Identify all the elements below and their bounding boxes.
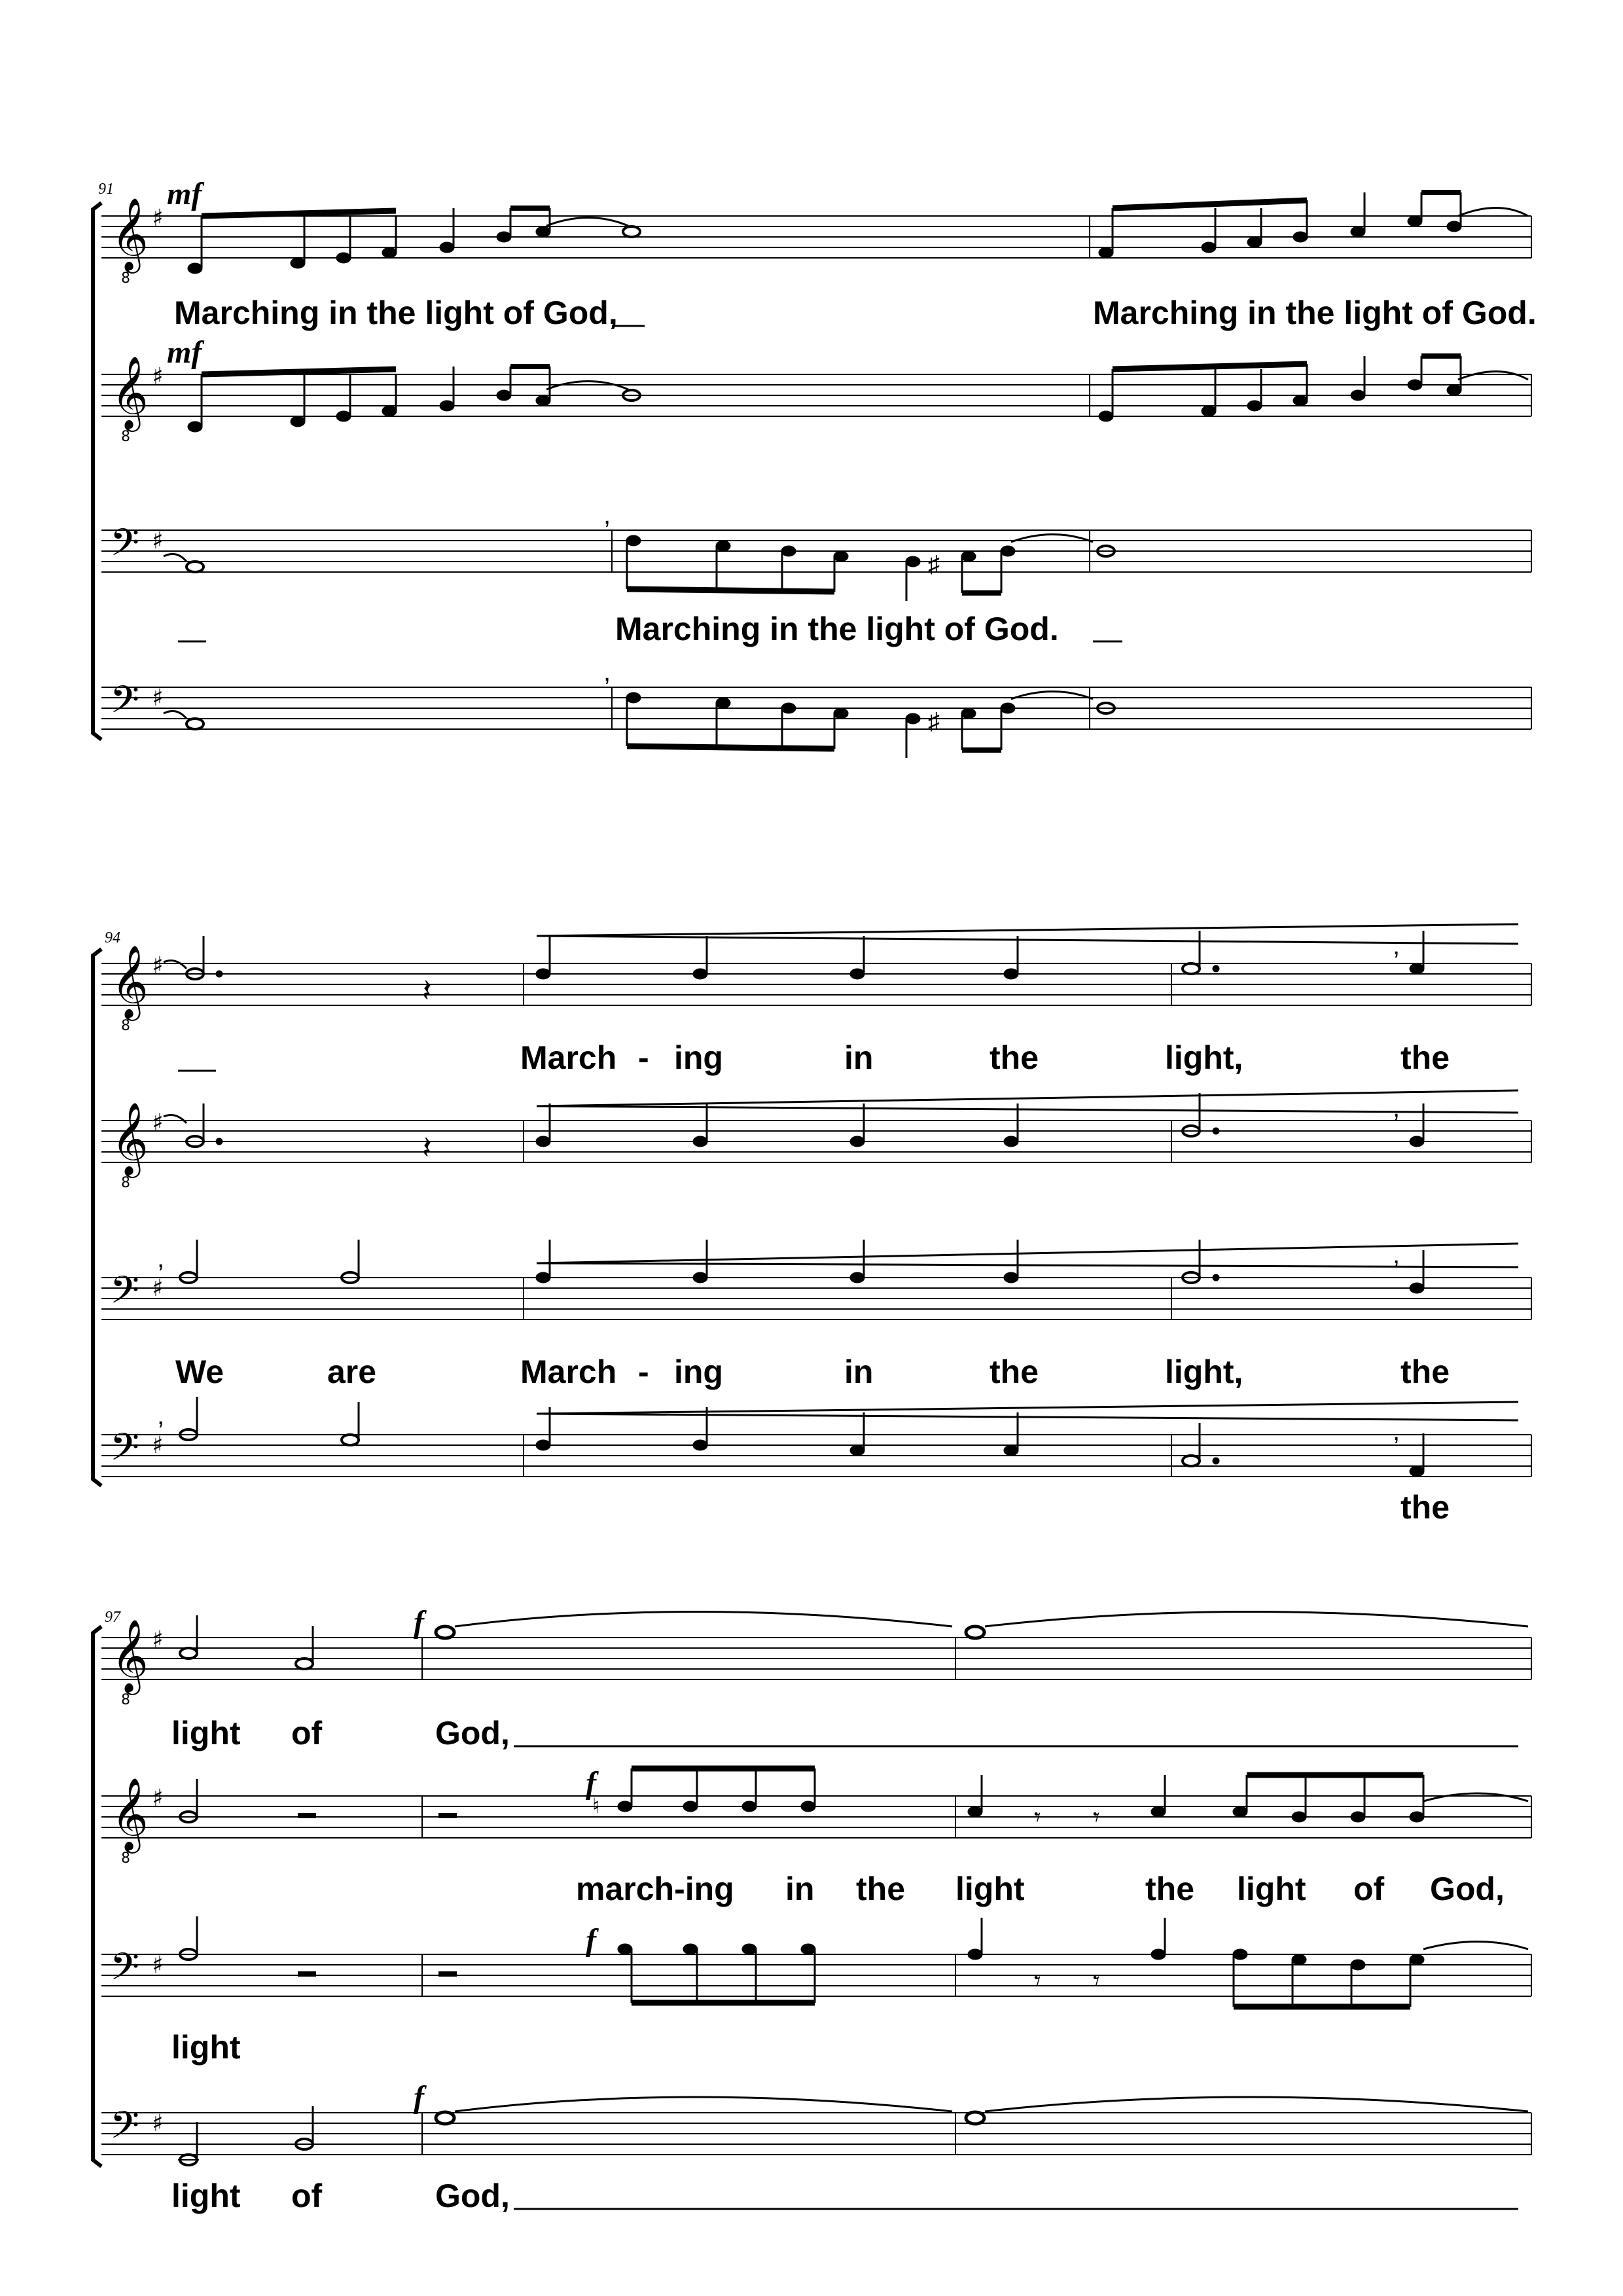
staff-3-lines [101, 1278, 1531, 1319]
octave-8-marker: 8 [121, 1692, 130, 1708]
treble-clef-icon: 𝄞 [111, 1102, 149, 1175]
bass-clef-icon: 𝄢 [110, 677, 140, 731]
lyric-syllable: in [844, 1354, 874, 1390]
lyric-syllable: of [291, 2178, 323, 2214]
lyric-syllable: light [1237, 1871, 1306, 1907]
staff-2-notes [164, 1093, 1423, 1166]
dynamic-marking: mf [167, 177, 202, 211]
bass-clef-icon: 𝄢 [110, 520, 140, 574]
svg-text:,: , [1393, 1240, 1400, 1269]
lyric-syllable: March [520, 1354, 617, 1390]
lyric-syllable: light [171, 2178, 241, 2214]
dynamic-marking: mf [167, 335, 202, 370]
dynamic-marking: f [586, 1923, 596, 1958]
system-bracket [93, 203, 101, 740]
lyric-syllable: God, [435, 2178, 510, 2214]
lyric-syllable: are [327, 1354, 377, 1390]
svg-text:𝄾: 𝄾 [1034, 1967, 1041, 1996]
sharp-icon: ♯ [152, 363, 164, 390]
lyric-syllable: the [856, 1871, 905, 1907]
lyric-line: Marching in the light of God. [615, 611, 1059, 647]
dynamic-marking: f [414, 2080, 424, 2115]
staff-1-lines [101, 216, 1531, 258]
treble-clef-icon: 𝄞 [111, 355, 149, 429]
sharp-icon: ♯ [152, 1432, 164, 1459]
lyric-syllable: ing [674, 1354, 723, 1390]
staff-2-notes [180, 1768, 1528, 1832]
svg-text:𝄾: 𝄾 [1034, 1803, 1041, 1832]
treble-clef-icon: 𝄞 [111, 1777, 149, 1850]
staff-2-lines [101, 1121, 1531, 1162]
lyric-syllable: ing [674, 1039, 723, 1076]
svg-text:,: , [603, 501, 611, 529]
staff-1-lines [101, 963, 1531, 1005]
lyric-syllable: march-ing [576, 1871, 734, 1907]
treble-clef-icon: 𝄞 [111, 1619, 149, 1692]
staff-4-lines [101, 2113, 1531, 2155]
staff-4-notes [157, 1397, 1423, 1476]
bass-clef-icon: 𝄢 [110, 1268, 140, 1321]
measure-number: 94 [105, 929, 120, 946]
svg-text:,: , [603, 658, 611, 687]
lyric-syllable: God, [1430, 1871, 1505, 1907]
lyric-syllable: God, [435, 1715, 510, 1751]
sharp-icon: ♯ [152, 1952, 164, 1979]
lyric-syllable: light [955, 1871, 1025, 1907]
svg-text:,: , [1393, 931, 1400, 960]
octave-8-marker: 8 [121, 270, 130, 287]
sharp-icon: ♯ [152, 685, 164, 711]
staff-3-notes [180, 1916, 1528, 2007]
sharp-icon: ♯ [152, 1109, 164, 1136]
crescendo-hairpins [537, 924, 1518, 1420]
sharp-icon: ♯ [152, 1626, 164, 1653]
octave-8-marker: 8 [121, 429, 130, 445]
lyric-syllable: the [1145, 1871, 1194, 1907]
notes-system-3 [178, 1612, 1528, 2166]
bass-clef-icon: 𝄢 [110, 1945, 140, 1998]
measure-number: 91 [98, 181, 114, 198]
measure-number: 97 [105, 1609, 120, 1626]
lyric-syllable: the [1400, 1039, 1450, 1076]
lyric-hyphen: - [638, 1354, 649, 1390]
svg-text:𝄽: 𝄽 [422, 1131, 432, 1166]
lyric-syllable: light, [1165, 1039, 1243, 1076]
lyric-syllable: in [844, 1039, 874, 1076]
lyric-syllable: light [171, 2029, 241, 2066]
svg-text:♮: ♮ [592, 1794, 600, 1818]
lyric-syllable: the [1400, 1489, 1450, 1526]
dynamic-marking: f [586, 1766, 596, 1801]
lyric-syllable: in [785, 1871, 815, 1907]
clefs-system-1 [110, 197, 163, 731]
lyric-syllable: March [520, 1039, 617, 1076]
bass-clef-icon: 𝄢 [110, 1425, 140, 1479]
barlines [612, 216, 1531, 729]
svg-text:,: , [1393, 1094, 1400, 1122]
lyric-syllable: of [291, 1715, 323, 1751]
svg-text:𝄾: 𝄾 [1093, 1803, 1100, 1832]
staff-4-lines [101, 1435, 1531, 1477]
svg-text:♯: ♯ [928, 708, 940, 734]
system-2 [93, 924, 1531, 1486]
lyric-syllable: the [990, 1354, 1039, 1390]
staff-1-notes [188, 192, 1528, 273]
sharp-icon: ♯ [152, 2110, 164, 2137]
system-bracket [93, 949, 101, 1486]
svg-text:,: , [1393, 1417, 1400, 1446]
clefs-system-2 [110, 944, 163, 1479]
svg-text:♯: ♯ [928, 550, 940, 577]
system-bracket [93, 1626, 101, 2166]
lyric-line: Marching in the light of God. [1093, 295, 1537, 331]
svg-text:𝄾: 𝄾 [1093, 1967, 1100, 1996]
lyric-syllable: the [1400, 1354, 1450, 1390]
svg-text:𝄽: 𝄽 [422, 974, 432, 1009]
sharp-icon: ♯ [152, 1785, 164, 1812]
notes-system-2 [157, 931, 1423, 1476]
treble-clef-icon: 𝄞 [111, 197, 149, 270]
lyric-syllable: We [175, 1354, 224, 1390]
sharp-icon: ♯ [152, 528, 164, 554]
octave-8-marker: 8 [121, 1018, 130, 1034]
svg-text:,: , [157, 1401, 165, 1430]
lyric-line: Marching in the light of God, [174, 295, 618, 331]
svg-text:,: , [157, 1244, 165, 1273]
octave-8-marker: 8 [121, 1175, 130, 1191]
staff-3-lines [101, 530, 1531, 572]
lyric-hyphen: - [638, 1039, 649, 1076]
clefs-system-3 [110, 1619, 163, 2157]
lyric-syllable: the [990, 1039, 1039, 1076]
lyric-syllable: light [171, 1715, 241, 1751]
staff-2-lines [101, 374, 1531, 416]
sharp-icon: ♯ [152, 205, 164, 232]
staff-1-lines [101, 1638, 1531, 1679]
octave-8-marker: 8 [121, 1850, 130, 1867]
staff-2-notes [188, 356, 1528, 431]
bass-clef-icon: 𝄢 [110, 2103, 140, 2157]
staff-4-lines [101, 687, 1531, 729]
treble-clef-icon: 𝄞 [111, 944, 149, 1018]
staff-1-notes [180, 1612, 1528, 1670]
sharp-icon: ♯ [152, 952, 164, 979]
lyric-syllable: of [1353, 1871, 1385, 1907]
lyric-syllable: light, [1165, 1354, 1243, 1390]
sharp-icon: ♯ [152, 1275, 164, 1302]
dynamic-marking: f [414, 1605, 424, 1640]
system-1 [93, 203, 1531, 740]
